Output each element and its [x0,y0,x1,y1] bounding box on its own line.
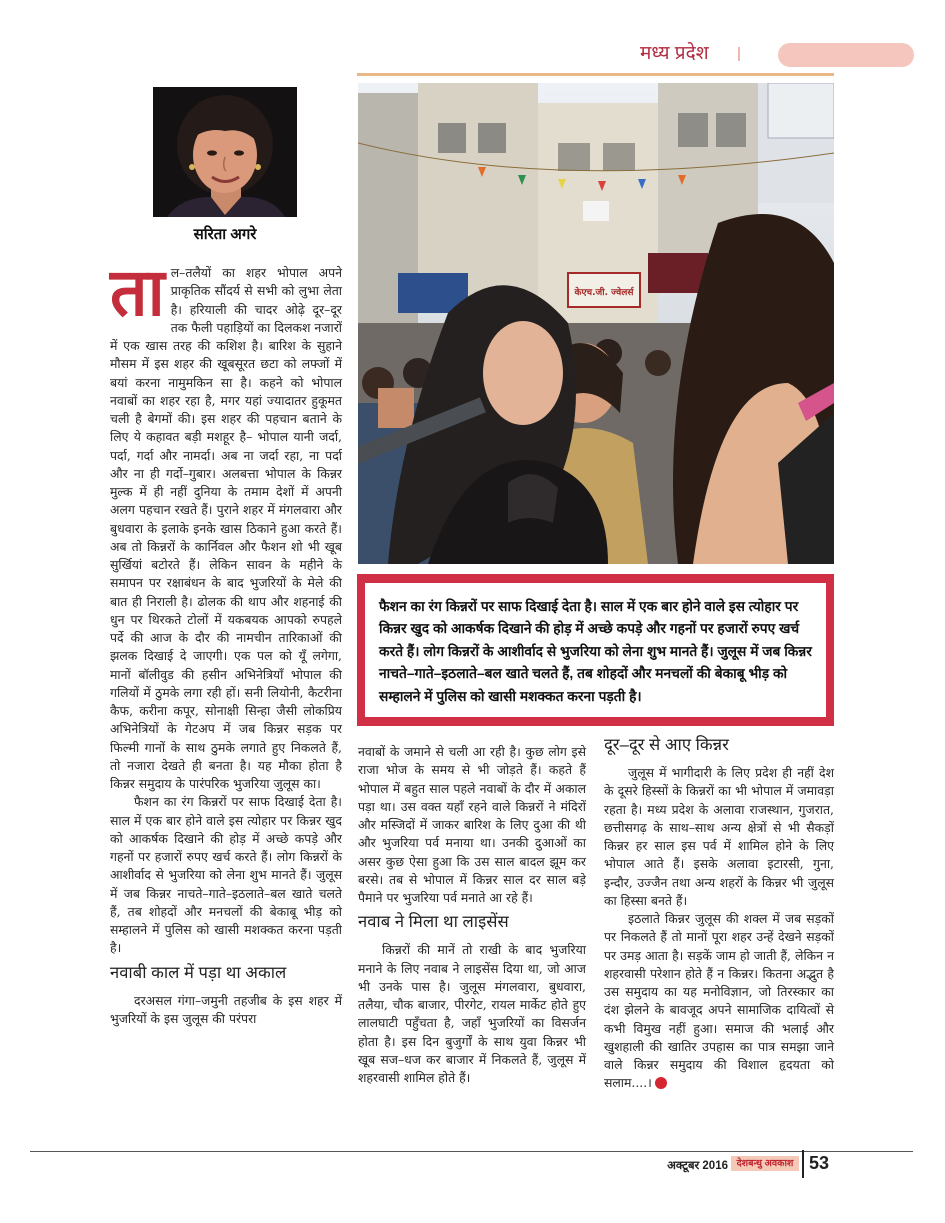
article-column-2 [358,743,586,1087]
article-paragraph-text: इठलाते किन्नर जुलूस की शक्ल में जब सड़कों पर निकलते हैं तो मानों पूरा शहर उन्हें देखने सड़कों पर उमड़ आता है। सड़कें जाम हो जाती हैं, लेकिन न शहरवासी परेशान होते हैं न किन्नर। कितना अद्भुत है उस समुदाय का यह मनोविज्ञान, जो तिरस्कार का दंश झेलने के बावजूद अपने सामाजिक दायित्वों से कभी विमुख नहीं हुआ। समाज की भलाई और खुशहाली की खातिर उपहास का पात्र समझा जाने वाले किन्नर समुदाय की विशाल हृदयता को सलाम....। [604,911,834,1091]
header-divider [738,47,740,61]
article-column-3 [604,730,834,1093]
subheading-license: नवाब ने मिला था लाइसेंस [358,912,509,932]
article-paragraph: जुलूस में भागीदारी के लिए प्रदेश ही नहीं देश के दूसरे हिस्सों के किन्नरों का भी भोपाल में जमावड़ा रहता है। मध्य प्रदेश के अलावा राजस्थान, गुजरात, छत्तीसगढ़ के साथ–साथ अन्य क्षेत्रों से भी सैकड़ों किन्नर हर साल इस पर्व में शामिल होने के लिए भोपाल आते हैं। इसके अलावा इटारसी, गुना, इन्दौर, उज्जैन तथा अन्य शहरों के किन्नर भी जुलूस का हिस्सा बनते हैं। [604,765,834,908]
footer-rule [30,1151,913,1152]
author-name: सरिता अगरे [193,226,257,243]
article-paragraph: नवाबों के जमाने से चली आ रही है। कुछ लोग इसे राजा भोज के समय से भी जोड़ते हैं। कहते हैं भोपाल में बहुत साल पहले नवाबों के दौर में अकाल पड़ा था। उस वक्त यहाँ रहने वाले किन्नरों ने मंदिरों और मस्जिदों में जाकर बारिश के लिए दुआ की थी और भुजरिया पर्व मनाया था। उनकी दुआओं का असर कुछ ऐसा हुआ कि उस साल बादल झूम कर बरसे। तब से भोपाल में किन्नर साल दर साल बड़े पैमाने पर भुजरिया पर्व मनाते आ रहे हैं। [358,744,586,905]
article-paragraph: किन्नरों की मानें तो राखी के बाद भुजरिया मनाने के लिए नवाब ने लाइसेंस दिया था, जो आज भी उनके पास है। जुलूस मंगलवारा, बुधवारा, तलैया, चौक बाजार, पीरगेट, रायल मार्केट होते हुए लालघाटी पहुँचता है, जहाँ भुजरियों का विसर्जन होता है। इस दिन बुजुर्गों के साथ युवा किन्नर भी खूब सज–धज कर बाजार में निकलते हैं, जुलूस में शहरवासी शामिल होते हैं। [358,942,586,1085]
subheading-far-away: दूर–दूर से आए किन्नर [604,735,729,754]
footer-date: अक्टूबर 2016 [667,1160,728,1172]
publication-logo: देशबन्धु अवकाश [731,1156,799,1171]
author-photo [153,87,297,217]
page-number: 53 [809,1153,830,1173]
article-paragraph: ल–तलैयों का शहर भोपाल अपने प्राकृतिक सौंदर्य से सभी को लुभा लेता है। हरियाली की चादर ओढ़े दूर–दूर तक फैली पहाड़ियों का दिलकश नजारों में एक खास तरह की कशिश है। बारिश के सुहाने मौसम में इस शहर की खूबसूरत छटा को लफ्जों में बयां करना नामुमकिन सा है। कहने को भोपाल नवाबों का शहर रहा है, मगर यहां ज्यादातर हुकूमत चली है बेगमों की। इस शहर की पहचान बताने के लिए ये कहावत बड़ी मशहूर है– भोपाल यानी जर्दा, पर्दा, गर्दा और नामर्दा। अब ना जर्दा रहा, ना पर्दा और ना ही गर्दो–गुबार। अलबत्ता भोपाल के किन्नर मुल्क में ही नहीं दुनिया के तमाम देशों में अपनी अलग पहचान रखते हैं। पुराने शहर में मंगलवारा और बुधवारा के इलाके इनके खास ठिकाने हुआ करते हैं। अब तो किन्नरों के कार्निवल और फैशन शो भी खूब सुर्खियां बटोरते हैं। लेकिन सावन के महीने के समापन पर रक्षाबंधन के बाद भुजरियों के मेले की बात ही निराली है। ढोलक की थाप और शहनाई की धुन पर थिरकते टोलों में यकबयक आपको रुपहले पर्दे की आज के दौर की नामचीन तारिकाओं की झलक दिखाई दे जाएगी। एक पल को यूँ लगेगा, मानों बॉलीवुड की हसीन अभिनेत्रियाँ भोपाल की गलियों में ठुमके लगा रही हों। सनी लियोनी, कैटरीना कैफ, करीना कपूर, सोनाक्षी सिन्हा जैसी लोकप्रिय अभिनेत्रियों के गेटअप में जब किन्नर सड़क पर फिल्मी गानों के साथ ठुमके लगाते हुए निकलते हैं, तो नजारा देखते ही बनता है। यह मौका होता है किन्नर समुदाय के पारंपरिक भुजरिया जुलूस का। [110,265,342,791]
subheading-drought: नवाबी काल में पड़ा था अकाल [110,962,287,982]
end-mark-icon [655,1077,667,1089]
drop-cap: ता [110,254,163,331]
article-paragraph-last [604,910,834,1093]
article-paragraph: दरअसल गंगा–जमुनी तहजीब के इस शहर में भुजरियों के इस जुलूस की परंपरा [110,992,342,1026]
shop-sign-text: केएच.जी. ज्वेलर्स [574,288,634,298]
footer-divider [802,1150,804,1178]
header-decoration-pill [778,43,914,67]
photo-caption-box [357,574,834,726]
article-column-1 [110,254,342,1028]
main-photo [358,83,834,564]
section-title: मध्य प्रदेश [640,43,709,64]
top-rule [357,73,834,76]
article-paragraph: फैशन का रंग किन्नरों पर साफ दिखाई देता है। साल में एक बार होने वाले इस त्योहार पर किन्नर खुद को आकर्षक दिखाने की होड़ में अच्छे कपड़े और गहनों पर हजारों रुपए खर्च करते हैं। लोग किन्नरों के आशीर्वाद से भुजरिया को लेना शुभ मानते हैं। जुलूस में जब किन्नर नाचते–गाते–इठलाते–बल खाते चलते हैं, तब शोहदों और मनचलों की बेकाबू भीड़ को सम्हालने में पुलिस को खासी मशक्कत करना पड़ती है। [110,794,342,956]
photo-caption: फैशन का रंग किन्नरों पर साफ दिखाई देता है। साल में एक बार होने वाले इस त्योहार पर किन्नर खुद को आकर्षक दिखाने की होड़ में अच्छे कपड़े और गहनों पर हजारों रुपए खर्च करते हैं। लोग किन्नरों के आशीर्वाद से भुजरिया को लेना शुभ मानते हैं। जुलूस में जब किन्नर नाचते–गाते–इठलाते–बल खाते चलते हैं, तब शोहदों और मनचलों की बेकाबू भीड़ को सम्हालने में पुलिस को खासी मशक्कत करना पड़ती है। [365,583,826,717]
